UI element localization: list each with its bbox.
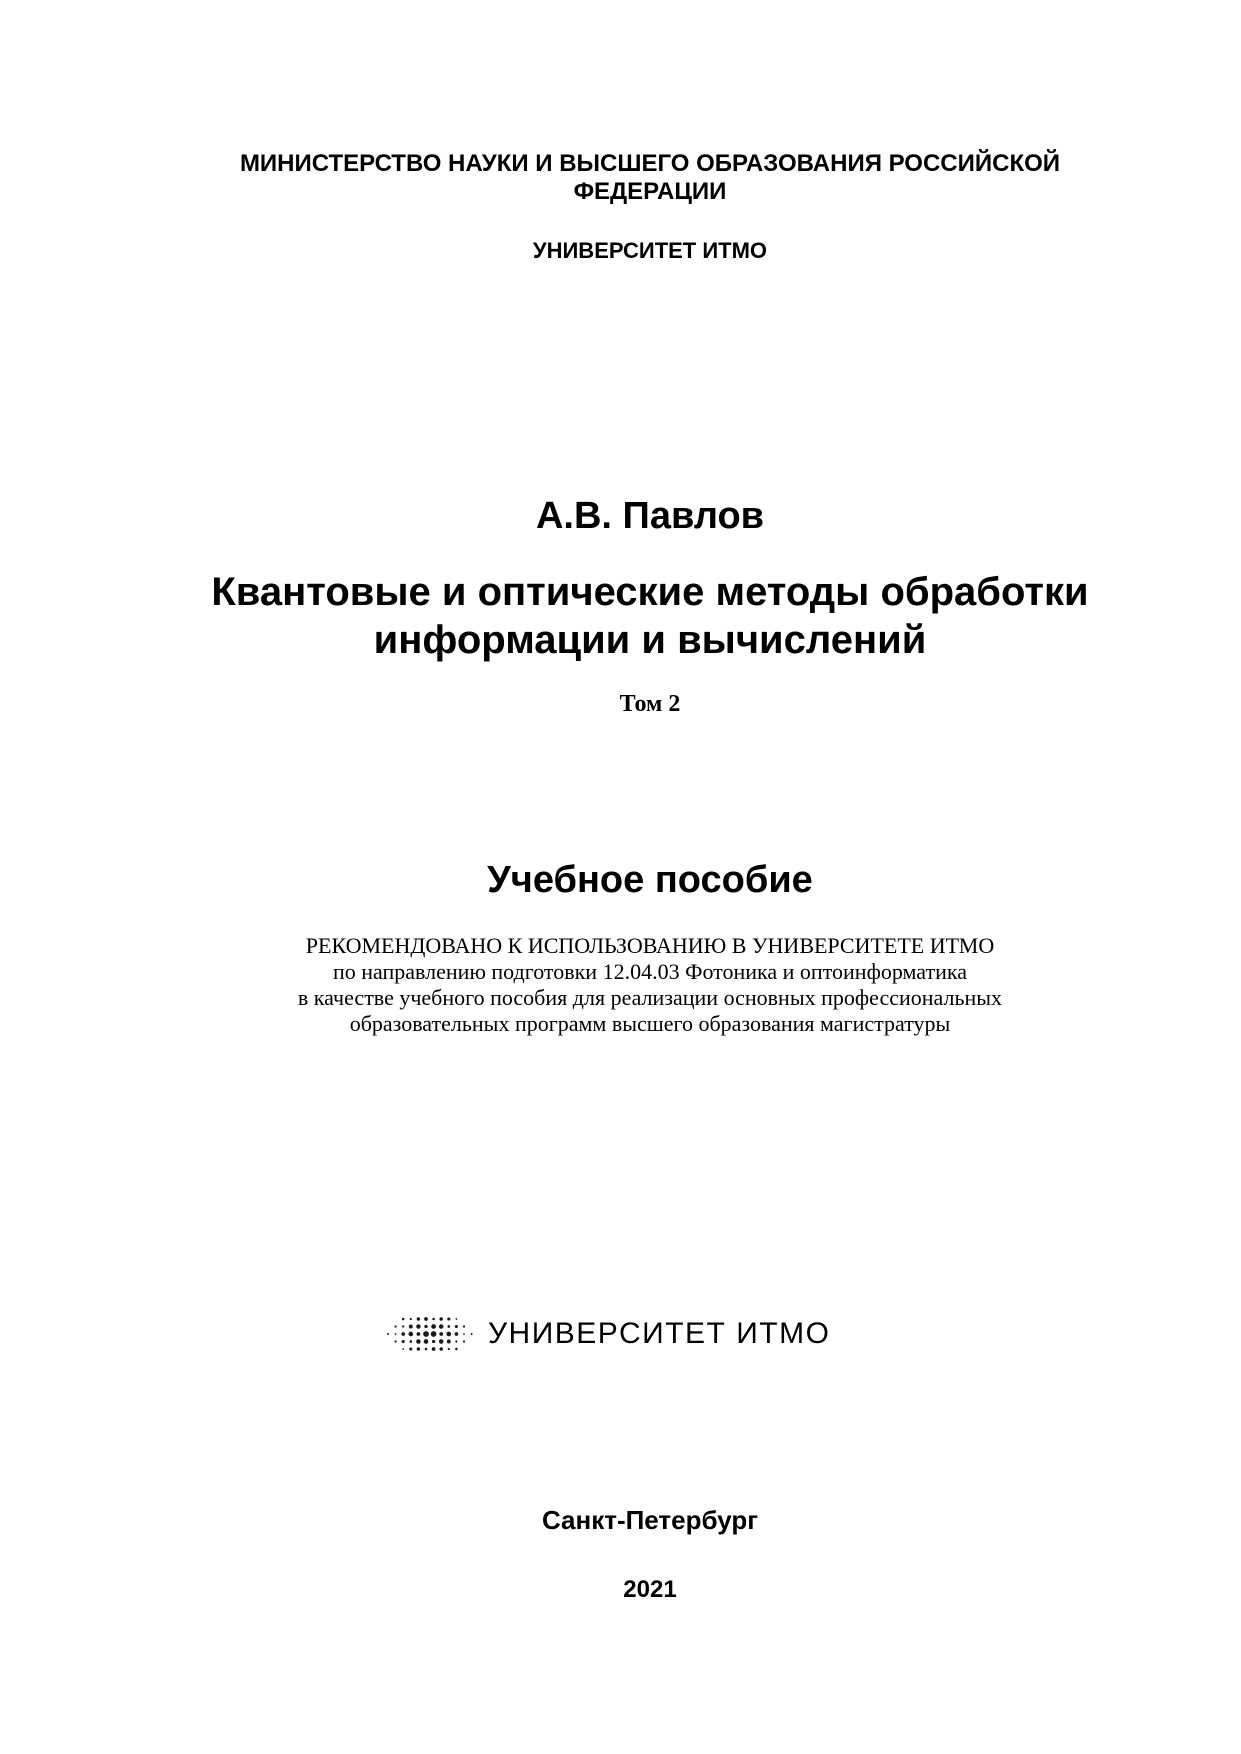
- publication-type: Учебное пособие: [487, 859, 813, 901]
- logo-dot: [425, 1348, 428, 1351]
- logo-text: УНИВЕРСИТЕТ ИТМО: [488, 1317, 831, 1350]
- logo-dot: [439, 1339, 443, 1343]
- university-logo: [382, 1314, 830, 1354]
- logo-dot: [402, 1325, 404, 1327]
- logo-dot: [455, 1332, 459, 1336]
- logo-dot: [417, 1347, 421, 1351]
- logo-dot: [471, 1333, 473, 1335]
- book-title: [150, 568, 1150, 664]
- recommendation-line: по направлению подготовки 12.04.03 Фотоника и оптоинформатика: [333, 959, 967, 984]
- recommendation-line: в качестве учебного пособия для реализации основных профессиональных: [297, 985, 1003, 1010]
- logo-dot: [431, 1324, 436, 1329]
- logo-dot: [408, 1332, 413, 1337]
- logo-dot: [455, 1325, 458, 1328]
- logo-dot: [455, 1348, 458, 1351]
- volume-label: Том 2: [619, 691, 681, 717]
- logo-dot: [410, 1318, 412, 1320]
- logo-dot: [446, 1332, 451, 1337]
- logo-dot: [395, 1340, 397, 1342]
- logo-dot: [447, 1325, 450, 1328]
- logo-dot: [387, 1333, 389, 1335]
- logo-dot: [417, 1332, 421, 1336]
- recommendation-line: РЕКОМЕНДОВАНО К ИСПОЛЬЗОВАНИЮ В УНИВЕРСИТЕТЕ ИТМО: [305, 933, 995, 958]
- logo-dot: [447, 1340, 451, 1344]
- logo-dot: [402, 1340, 405, 1343]
- logo-dot: [395, 1333, 397, 1335]
- author-name: А.В. Павлов: [535, 495, 765, 537]
- logo-dot: [439, 1317, 443, 1321]
- ministry-line-2: ФЕДЕРАЦИИ: [573, 178, 727, 205]
- logo-dot: [402, 1318, 405, 1321]
- logo-dot: [417, 1317, 421, 1321]
- logo-dot: [424, 1325, 427, 1328]
- book-title-line-1: Квантовые и оптические методы обработки: [211, 570, 1089, 614]
- logo-dot: [395, 1325, 397, 1327]
- logo-dot: [439, 1347, 443, 1351]
- logo-dot: [431, 1331, 437, 1337]
- logo-dot: [432, 1318, 435, 1321]
- logo-dot: [401, 1332, 405, 1336]
- publication-year: 2021: [623, 1576, 677, 1603]
- logo-dot: [439, 1324, 443, 1328]
- logo-dot: [439, 1332, 443, 1336]
- itmo-dots-logo-icon: [382, 1314, 478, 1354]
- logo-dot: [448, 1348, 450, 1350]
- ministry-heading: [150, 150, 1150, 206]
- logo-dot: [423, 1331, 429, 1337]
- recommendation-block: [150, 933, 1150, 1037]
- logo-dot: [463, 1333, 465, 1335]
- logo-dot: [463, 1340, 465, 1342]
- logo-dot: [447, 1317, 450, 1320]
- recommendation-line: образовательных программ высшего образования магистратуры: [349, 1011, 951, 1036]
- logo-dot: [432, 1340, 435, 1343]
- logo-dot: [456, 1318, 458, 1320]
- logo-dot: [416, 1339, 420, 1343]
- ministry-line-1: МИНИСТЕРСТВО НАУКИ И ВЫСШЕГО ОБРАЗОВАНИЯ РОССИЙСКОЙ: [239, 150, 1061, 177]
- book-title-line-2: информации и вычислений: [373, 618, 927, 662]
- university-heading: УНИВЕРСИТЕТ ИТМО: [532, 238, 768, 263]
- logo-dot: [409, 1340, 412, 1343]
- logo-dot: [409, 1325, 413, 1329]
- logo-dot: [409, 1347, 412, 1350]
- logo-dot: [432, 1347, 436, 1351]
- logo-dot: [455, 1340, 457, 1342]
- publication-city: Санкт-Петербург: [541, 1505, 759, 1535]
- logo-dot: [463, 1325, 465, 1327]
- logo-dot: [424, 1339, 429, 1344]
- logo-dot: [402, 1348, 404, 1350]
- logo-dot: [424, 1317, 428, 1321]
- logo-dot: [416, 1324, 420, 1328]
